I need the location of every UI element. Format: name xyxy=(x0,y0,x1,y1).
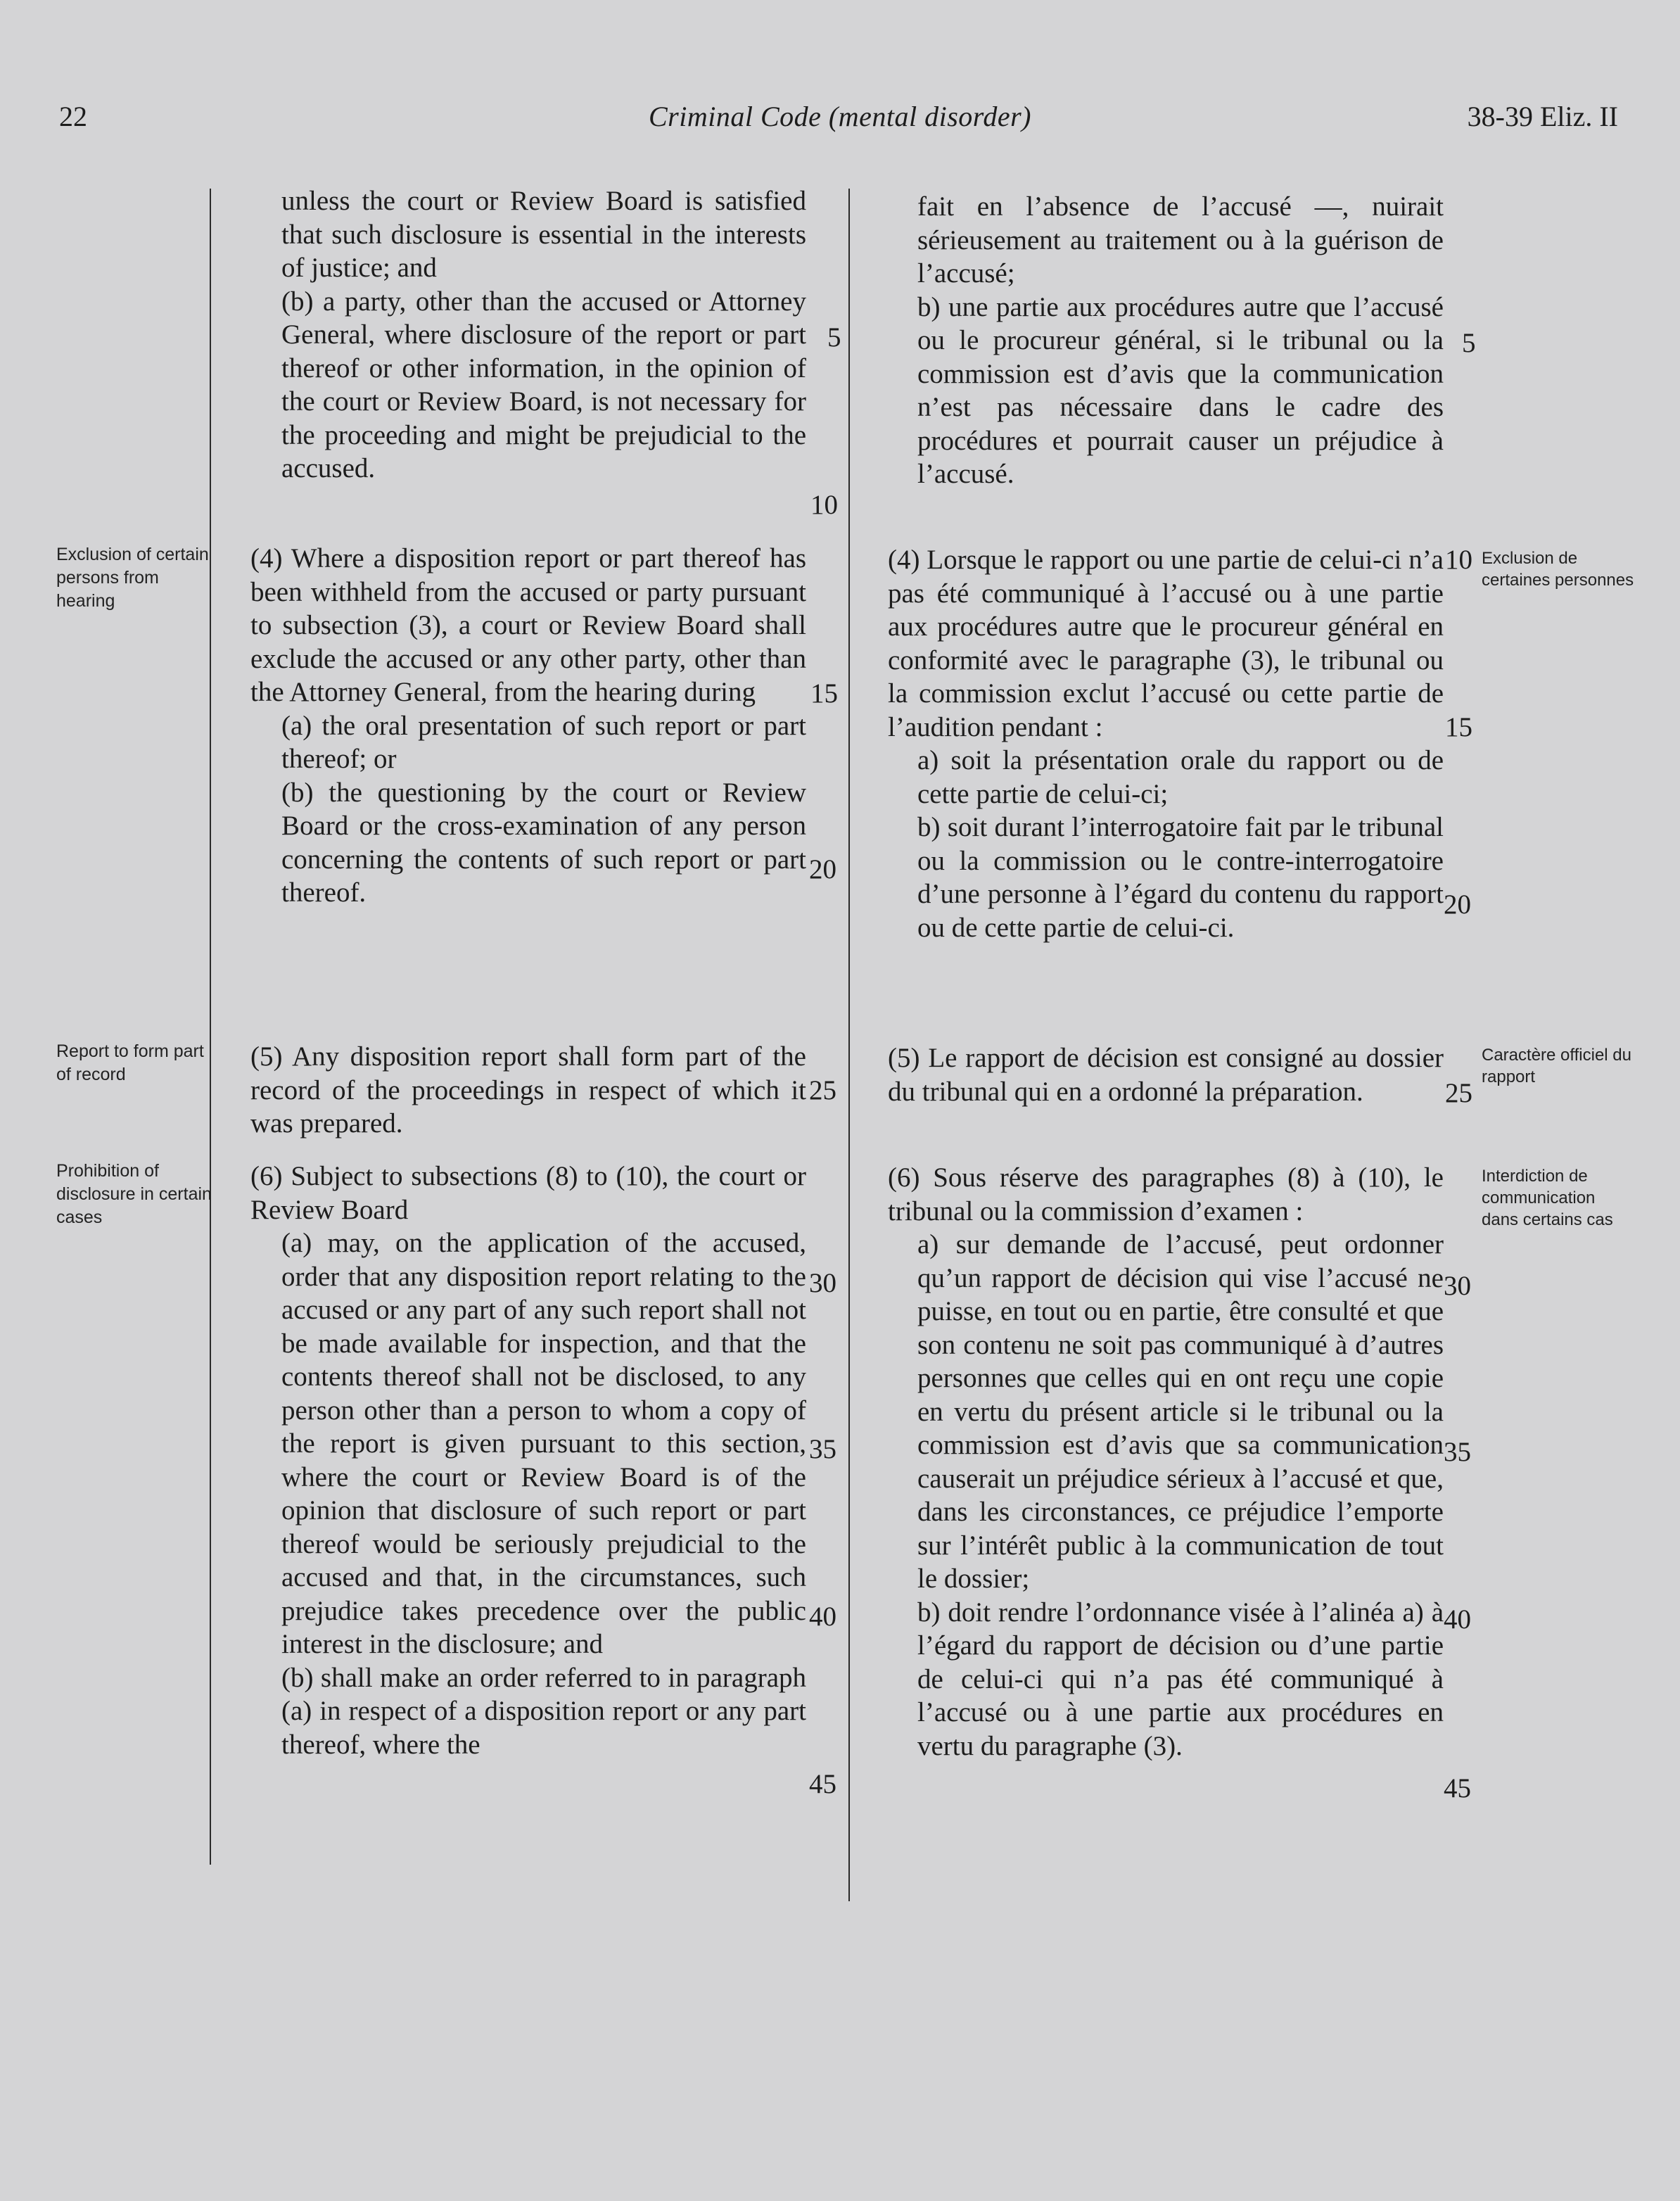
line-number-fr: 40 xyxy=(1444,1604,1471,1635)
line-number-fr: 45 xyxy=(1444,1773,1471,1803)
line-number-en: 15 xyxy=(810,678,838,709)
margin-note-prohibition-en: Prohibition of disclosure in certain cases xyxy=(56,1161,212,1227)
line-number-en: 40 xyxy=(809,1601,836,1632)
margin-note-prohibition-fr: Interdiction de communication dans certains cas xyxy=(1482,1167,1613,1229)
en-paragraph: (b) shall make an order referred to in paragraph (a) in respect of a disposition report or any part thereof, where the xyxy=(281,1662,806,1760)
margin-note-exclusion-en: Exclusion of certain persons from hearing xyxy=(56,545,209,611)
line-number-en: 5 xyxy=(827,322,841,353)
fr-paragraph: b) une partie aux procédures autre que l’accusé ou le procureur général, si le tribunal ou la commission est d’avis que la communication n’est pas nécessaire dans le cadre des procédures et pourrait causer un préjudice à l’accusé. xyxy=(917,291,1444,489)
line-number-en: 30 xyxy=(809,1268,836,1298)
fr-paragraph: (6) Sous réserve des paragraphes (8) à (10), le tribunal ou la commission d’examen : xyxy=(888,1162,1444,1226)
line-number-fr: 15 xyxy=(1445,712,1472,742)
fr-subsection-4 xyxy=(888,543,1444,944)
line-number-en: 10 xyxy=(810,490,838,520)
running-title: Criminal Code (mental disorder) xyxy=(649,101,1031,132)
en-subsection-6 xyxy=(250,1160,806,1761)
fr-subsection-5 xyxy=(888,1041,1444,1108)
margin-note-exclusion-fr: Exclusion de certaines personnes xyxy=(1482,549,1634,590)
line-number-fr: 20 xyxy=(1444,889,1471,920)
fr-paragraph: fait en l’absence de l’accusé —, nuirait sérieusement au traitement ou à la guérison de l’accusé; xyxy=(917,191,1444,288)
fr-subsection-6 xyxy=(888,1161,1444,1763)
page-number: 22 xyxy=(59,101,87,132)
line-number-fr: 10 xyxy=(1445,545,1472,575)
en-paragraph: (5) Any disposition report shall form part of the record of the proceedings in respect of which it was prepared. xyxy=(250,1041,806,1138)
en-paragraph: (b) the questioning by the court or Review Board or the cross-examination of any person concerning the contents of such report or part thereof. xyxy=(281,777,806,908)
fr-paragraph: b) doit rendre l’ordonnance visée à l’alinéa a) à l’égard du rapport de décision ou d’une partie de celui-ci qui n’a pas été communiqué à l’accusé ou à une partie aux procédures en vertu du paragraphe (3). xyxy=(917,1597,1444,1761)
line-number-en: 20 xyxy=(809,854,836,884)
center-column-rule xyxy=(848,189,850,1901)
en-paragraph: (a) the oral presentation of such report or part thereof; or xyxy=(281,710,806,774)
fr-paragraph: b) soit durant l’interrogatoire fait par le tribunal ou la commission ou le contre-interrogatoire d’une personne à l’égard du contenu du rapport ou de cette partie de celui-ci. xyxy=(917,812,1444,943)
en-subsection-5 xyxy=(250,1040,806,1141)
line-number-en: 45 xyxy=(809,1769,836,1799)
regnal-year: 38-39 Eliz. II xyxy=(1467,101,1618,132)
en-paragraph: (b) a party, other than the accused or Attorney General, where disclosure of the report or part thereof or other information, in the opinion of the court or Review Board, is not necessary for the proceeding and might be prejudicial to the accused. xyxy=(281,286,806,483)
en-paragraph: unless the court or Review Board is satisfied that such disclosure is essential in the interests of justice; and xyxy=(281,186,806,283)
line-number-fr: 5 xyxy=(1462,328,1476,358)
fr-paragraph: (5) Le rapport de décision est consigné au dossier du tribunal qui en a ordonné la préparation. xyxy=(888,1043,1444,1107)
fr-block-3-continuation xyxy=(888,190,1444,491)
line-number-fr: 35 xyxy=(1444,1437,1471,1467)
left-margin-rule xyxy=(210,189,211,1865)
en-paragraph: (6) Subject to subsections (8) to (10), the court or Review Board xyxy=(250,1161,806,1225)
fr-paragraph: a) soit la présentation orale du rapport ou de cette partie de celui-ci; xyxy=(917,745,1444,809)
en-paragraph: (a) may, on the application of the accused, order that any disposition report relating to the accused or any part of any such report shall not be made available for inspection, and that the contents thereof shall not be disclosed, to any person other than a person to whom a copy of the report is given pursuant to this section, where the court or Review Board is of the opinion that disclosure of such report or part thereof would be seriously prejudicial to the accused and that, in the circumstances, such prejudice takes precedence over the public interest in the disclosure; and xyxy=(281,1228,806,1659)
margin-note-record-fr: Caractère officiel du rapport xyxy=(1482,1046,1631,1086)
line-number-en: 35 xyxy=(809,1434,836,1464)
margin-note-record-en: Report to form part of record xyxy=(56,1041,204,1084)
en-subsection-4 xyxy=(250,542,806,910)
line-number-fr: 25 xyxy=(1445,1078,1472,1108)
fr-paragraph: (4) Lorsque le rapport ou une partie de celui-ci n’a pas été communiqué à l’accusé ou à une partie aux procédures autre que le procureur général en conformité avec le paragraphe (3), le tribunal ou la commission exclut l’accusé ou cette partie de l’audition pendant : xyxy=(888,545,1444,742)
en-paragraph: (4) Where a disposition report or part thereof has been withheld from the accused or party pursuant to subsection (3), a court or Review Board shall exclude the accused or any other party, other than the Attorney General, from the hearing during xyxy=(250,543,806,707)
en-block-3-continuation xyxy=(250,184,806,486)
line-number-en: 25 xyxy=(809,1075,836,1105)
fr-paragraph: a) sur demande de l’accusé, peut ordonner qu’un rapport de décision qui vise l’accusé ne puisse, en tout ou en partie, être consulté et que son contenu ne soit pas communiqué à d’autres personnes que celles qui en ont reçu une copie en vertu du présent article si le tribunal ou la commission est d’avis que sa communication causerait un préjudice sérieux à l’accusé et que, dans les circonstances, ce préjudice l’emporte sur l’intérêt public à la communication de tout le dossier; xyxy=(917,1229,1444,1594)
line-number-fr: 30 xyxy=(1444,1271,1471,1301)
